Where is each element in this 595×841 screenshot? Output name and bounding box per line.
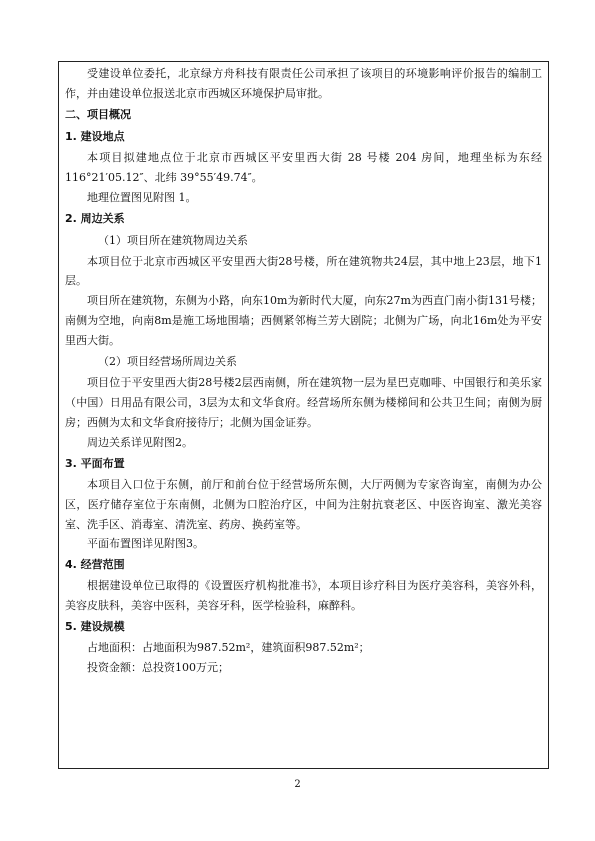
area-paragraph: 占地面积：占地面积为987.52m²，建筑面积987.52m²； [87,641,370,655]
premises-paragraph: 项目位于平安里西大街28号楼2层西南侧，所在建筑物一层为星巴克咖啡、中国银行和美乐家（中国）日用品有限公司，3层为太和文华食府。经营场所东侧为楼梯间和公共卫生间；南侧为厨房；西侧为太和文华食府接待厅；北侧为国金证券。 [65,376,542,429]
heading-scale: 5. 建设规模 [65,620,125,634]
layout-figure-ref: 平面布置图详见附图3。 [87,537,204,551]
layout-paragraph: 本项目入口位于东侧，前厅和前台位于经营场所东侧，大厅两侧为专家咨询室，南侧为办公区，医疗储存室位于东南侧，北侧为口腔治疗区，中间为注射抗衰老区、中医咨询室、激光美容室、洗手区、消毒室、清洗室、药房、换药室等。 [65,477,542,531]
building-paragraph: 本项目位于北京市西城区平安里西大街28号楼，所在建筑物共24层，其中地上23层，地下1层。 [65,254,542,288]
building-neighbors-paragraph: 项目所在建筑物，东侧为小路，向东10m为新时代大厦，向东27m为西直门南小街131号楼；南侧为空地，向南8m是施工场地围墙；西侧紧邻梅兰芳大剧院；北侧为广场，向北16m处为平安里西大街。 [65,294,542,348]
document-frame [58,61,549,769]
intro-paragraph: 受建设单位委托，北京绿方舟科技有限责任公司承担了该项目的环境影响评价报告的编制工作，并由建设单位报送北京市西城区环境保护局审批。 [65,67,542,100]
heading-location: 1. 建设地点 [65,129,125,143]
heading-surroundings: 2. 周边关系 [65,211,125,225]
heading-layout: 3. 平面布置 [65,456,125,470]
section-title: 二、项目概况 [65,107,131,121]
document-content [65,64,542,678]
scope-paragraph: 根据建设单位已取得的《设置医疗机构批准书》，本项目诊疗科目为医疗美容科，美容外科，美容皮肤科，美容中医科，美容牙科，医学检验科，麻醉科。 [65,579,542,613]
surroundings-figure-ref: 周边关系详见附图2。 [87,435,193,449]
page-number: 2 [294,779,301,790]
heading-scope: 4. 经营范围 [65,558,125,572]
subheading-building-surroundings: （1）项目所在建筑物周边关系 [98,233,248,247]
investment-paragraph: 投资金额：总投资100万元； [87,661,229,675]
location-figure-ref: 地理位置图见附图 1。 [87,190,197,204]
location-paragraph: 本项目拟建地点位于北京市西城区平安里西大街 28 号楼 204 房间，地理坐标为东经116°21′05.12″、北纬 39°55′49.74″。 [65,150,542,184]
subheading-premises-surroundings: （2）项目经营场所周边关系 [98,355,237,369]
